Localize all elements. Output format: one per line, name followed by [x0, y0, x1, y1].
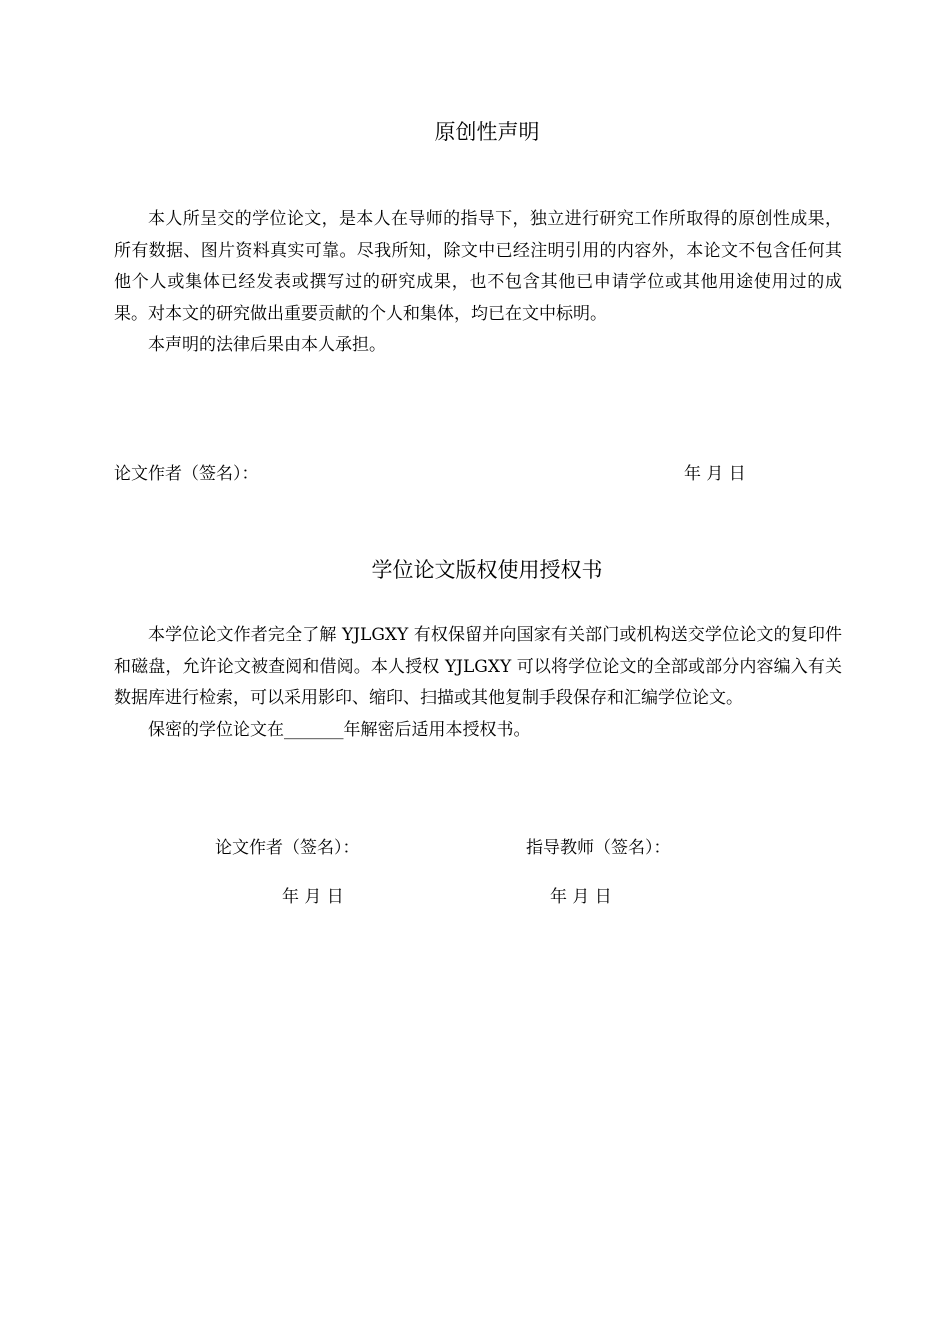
- declaration-paragraph: 本人所呈交的学位论文，是本人在导师的指导下，独立进行研究工作所取得的原创性成果，所有数据、图片资料真实可靠。尽我所知，除文中已经注明引用的内容外，本论文不包含任何其他个人或集体已经发表或撰写过的研究成果，也不包含其他已申请学位或其他用途使用过的成果。对本文的研究做出重要贡献的个人和集体，均已在文中标明。: [114, 209, 842, 324]
- authorization-advisor-date-label: 年 月 日: [550, 887, 612, 907]
- declaration-paragraph: 本声明的法律后果由本人承担。: [148, 335, 386, 355]
- authorization-paragraph: 保密的学位论文在_______年解密后适用本授权书。: [148, 719, 531, 740]
- declaration-date-label: 年 月 日: [684, 464, 746, 484]
- authorization-paragraph: 本学位论文作者完全了解 YJLGXY 有权保留并向国家有关部门或机构送交学位论文的复印件和磁盘，允许论文被查阅和借阅。本人授权 YJLGXY 可以将学位论文的全部或部分内容编入有关数据库进行检索，可以采用影印、缩印、扫描或其他复制手段保存和汇编学位论文。: [114, 625, 842, 708]
- authorization-title: 学位论文版权使用授权书: [371, 558, 603, 582]
- authorization-body: [114, 620, 842, 746]
- authorization-advisor-signature-label: 指导教师（签名）：: [526, 838, 671, 858]
- declaration-body: [114, 204, 842, 362]
- declaration-title: 原创性声明: [434, 120, 540, 144]
- authorization-author-date-label: 年 月 日: [282, 887, 344, 907]
- authorization-author-signature-label: 论文作者（签名）：: [215, 838, 360, 858]
- declaration-author-signature-label: 论文作者（签名）：: [114, 464, 259, 484]
